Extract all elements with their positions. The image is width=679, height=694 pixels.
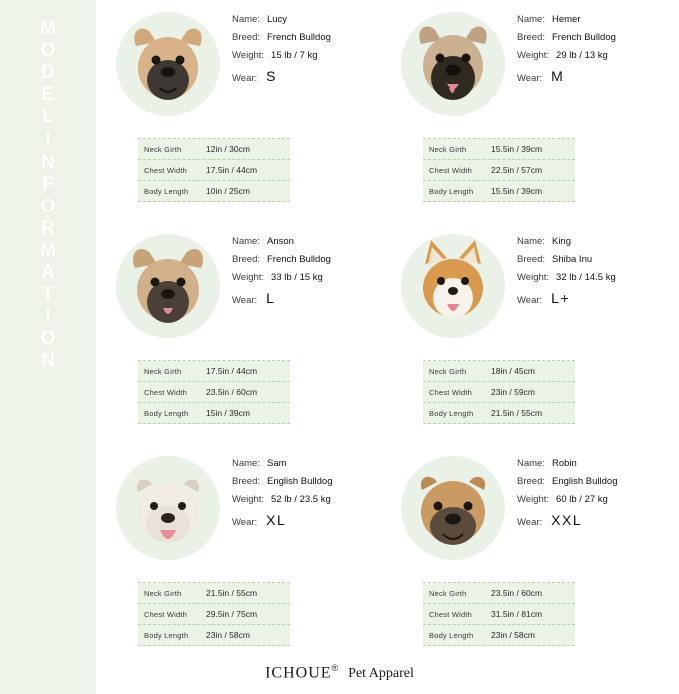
measurement-table: [423, 360, 575, 424]
body-value: 21.5in / 55cm: [491, 408, 543, 418]
measurement-row-chest: [423, 604, 575, 625]
banner-title: [25, 18, 71, 374]
pet-card: [110, 8, 400, 226]
pet-wear-row: [517, 290, 679, 306]
chest-label: Chest Width: [429, 165, 473, 175]
wear-label: Wear:: [517, 517, 543, 528]
wear-label: Wear:: [232, 295, 258, 306]
pet-breed-row: [232, 254, 400, 265]
measurement-row-neck: [138, 583, 290, 604]
name-value: Lucy: [266, 14, 288, 25]
pet-card-top: [110, 230, 400, 355]
wear-value: XL: [266, 512, 287, 528]
pet-breed-row: [517, 254, 679, 265]
name-label: Name:: [517, 14, 545, 25]
breed-label: Breed:: [232, 32, 260, 43]
measurement-row-chest: [423, 382, 575, 403]
side-banner: [0, 0, 96, 694]
body-value: 15.5in / 39cm: [491, 186, 543, 196]
name-value: King: [551, 236, 571, 247]
body-value: 23in / 58cm: [491, 630, 535, 640]
name-label: Name:: [232, 458, 260, 469]
pet-card-top: [395, 452, 679, 577]
pet-card: [395, 230, 679, 448]
neck-label: Neck Girth: [429, 366, 467, 376]
breed-label: Breed:: [517, 254, 545, 265]
pet-card: [110, 230, 400, 448]
neck-value: 12in / 30cm: [206, 144, 250, 154]
measurement-row-body: [138, 625, 290, 646]
name-value: Robin: [551, 458, 577, 469]
breed-label: Breed:: [517, 476, 545, 487]
pet-wear-row: [232, 290, 400, 306]
weight-label: Weight:: [232, 50, 265, 61]
pet-name-row: [517, 14, 679, 25]
chest-value: 17.5in / 44cm: [206, 165, 258, 175]
measurement-row-neck: [138, 361, 290, 382]
measurement-row-chest: [423, 160, 575, 181]
measurement-table: [138, 360, 290, 424]
neck-value: 17.5in / 44cm: [206, 366, 258, 376]
measurement-row-neck: [423, 139, 575, 160]
measurement-row-chest: [138, 160, 290, 181]
pet-avatar: [401, 12, 505, 116]
chest-label: Chest Width: [144, 165, 188, 175]
measurement-row-neck: [423, 583, 575, 604]
pet-weight-row: [232, 272, 400, 283]
pet-weight-row: [232, 50, 400, 61]
breed-value: Shiba Inu: [552, 254, 593, 265]
pet-breed-row: [232, 32, 400, 43]
banner-line-information: I N F O R M A T I O N: [40, 130, 56, 371]
measurement-row-chest: [138, 382, 290, 403]
body-label: Body Length: [429, 408, 474, 418]
name-value: Anson: [266, 236, 294, 247]
weight-label: Weight:: [232, 494, 265, 505]
pet-wear-row: [232, 512, 400, 528]
chest-label: Chest Width: [429, 609, 473, 619]
pet-card: [395, 8, 679, 226]
pet-avatar: [401, 234, 505, 338]
brand-tagline: Pet Apparel: [348, 666, 414, 681]
measurement-table: [138, 138, 290, 202]
pet-card-grid: [100, 0, 679, 694]
neck-value: 18in / 45cm: [491, 366, 535, 376]
chest-label: Chest Width: [429, 387, 473, 397]
pet-card-top: [110, 8, 400, 133]
measurement-table: [423, 138, 575, 202]
wear-label: Wear:: [232, 73, 258, 84]
name-label: Name:: [517, 458, 545, 469]
measurement-row-chest: [138, 604, 290, 625]
body-value: 23in / 58cm: [206, 630, 250, 640]
pet-avatar: [116, 234, 220, 338]
measurement-row-body: [138, 403, 290, 424]
measurement-row-body: [423, 403, 575, 424]
pet-weight-row: [517, 50, 679, 61]
weight-value: 15 lb / 7 kg: [271, 50, 318, 61]
wear-value: L: [266, 290, 276, 306]
weight-label: Weight:: [517, 494, 550, 505]
name-value: Hemer: [551, 14, 581, 25]
footer: [0, 663, 679, 682]
banner-line-model: M O D E L: [40, 18, 56, 127]
measurement-row-body: [423, 625, 575, 646]
wear-label: Wear:: [517, 295, 543, 306]
breed-value: French Bulldog: [267, 254, 331, 265]
neck-value: 21.5in / 55cm: [206, 588, 258, 598]
pet-card-top: [395, 8, 679, 133]
body-label: Body Length: [144, 630, 189, 640]
breed-label: Breed:: [232, 254, 260, 265]
pet-card: [110, 452, 400, 670]
pet-name-row: [517, 236, 679, 247]
wear-value: S: [266, 68, 278, 84]
pet-avatar: [401, 456, 505, 560]
pet-fields: [517, 14, 679, 91]
chest-label: Chest Width: [144, 387, 188, 397]
pet-fields: [232, 14, 400, 91]
weight-value: 60 lb / 27 kg: [556, 494, 608, 505]
neck-label: Neck Girth: [144, 366, 182, 376]
breed-label: Breed:: [517, 32, 545, 43]
pet-breed-row: [517, 32, 679, 43]
neck-value: 15.5in / 39cm: [491, 144, 543, 154]
chest-value: 23.5in / 60cm: [206, 387, 258, 397]
breed-label: Breed:: [232, 476, 260, 487]
breed-value: English Bulldog: [552, 476, 618, 487]
pet-avatar: [116, 12, 220, 116]
pet-fields: [232, 236, 400, 313]
pet-name-row: [232, 458, 400, 469]
weight-label: Weight:: [517, 50, 550, 61]
body-value: 15in / 39cm: [206, 408, 250, 418]
pet-card-top: [110, 452, 400, 577]
chest-value: 29.5in / 75cm: [206, 609, 258, 619]
measurement-row-body: [423, 181, 575, 202]
pet-name-row: [232, 236, 400, 247]
weight-label: Weight:: [517, 272, 550, 283]
measurement-row-neck: [138, 139, 290, 160]
measurement-row-body: [138, 181, 290, 202]
name-label: Name:: [232, 14, 260, 25]
pet-weight-row: [517, 272, 679, 283]
neck-label: Neck Girth: [429, 588, 467, 598]
wear-label: Wear:: [232, 517, 258, 528]
chest-value: 23in / 59cm: [491, 387, 535, 397]
weight-value: 52 lb / 23.5 kg: [271, 494, 331, 505]
measurement-table: [423, 582, 575, 646]
chest-value: 22.5in / 57cm: [491, 165, 543, 175]
registered-mark: ®: [331, 662, 339, 673]
chest-label: Chest Width: [144, 609, 188, 619]
breed-value: French Bulldog: [552, 32, 616, 43]
neck-value: 23.5in / 60cm: [491, 588, 543, 598]
body-value: 10in / 25cm: [206, 186, 250, 196]
body-label: Body Length: [144, 186, 189, 196]
wear-value: L+: [551, 290, 571, 306]
pet-name-row: [232, 14, 400, 25]
weight-label: Weight:: [232, 272, 265, 283]
neck-label: Neck Girth: [429, 144, 467, 154]
chest-value: 31.5in / 81cm: [491, 609, 543, 619]
weight-value: 32 lb / 14.5 kg: [556, 272, 616, 283]
weight-value: 29 lb / 13 kg: [556, 50, 608, 61]
body-label: Body Length: [144, 408, 189, 418]
pet-fields: [517, 458, 679, 535]
pet-breed-row: [232, 476, 400, 487]
pet-wear-row: [517, 512, 679, 528]
body-label: Body Length: [429, 630, 474, 640]
weight-value: 33 lb / 15 kg: [271, 272, 323, 283]
breed-value: English Bulldog: [267, 476, 333, 487]
measurement-row-neck: [423, 361, 575, 382]
name-label: Name:: [517, 236, 545, 247]
brand-name: ICHOUE: [265, 664, 332, 681]
wear-value: M: [551, 68, 565, 84]
pet-fields: [232, 458, 400, 535]
pet-avatar: [116, 456, 220, 560]
name-value: Sam: [266, 458, 287, 469]
wear-label: Wear:: [517, 73, 543, 84]
neck-label: Neck Girth: [144, 144, 182, 154]
measurement-table: [138, 582, 290, 646]
name-label: Name:: [232, 236, 260, 247]
pet-weight-row: [232, 494, 400, 505]
pet-wear-row: [517, 68, 679, 84]
wear-value: XXL: [551, 512, 583, 528]
breed-value: French Bulldog: [267, 32, 331, 43]
neck-label: Neck Girth: [144, 588, 182, 598]
pet-card: [395, 452, 679, 670]
pet-card-top: [395, 230, 679, 355]
body-label: Body Length: [429, 186, 474, 196]
pet-breed-row: [517, 476, 679, 487]
pet-weight-row: [517, 494, 679, 505]
pet-wear-row: [232, 68, 400, 84]
pet-fields: [517, 236, 679, 313]
pet-name-row: [517, 458, 679, 469]
